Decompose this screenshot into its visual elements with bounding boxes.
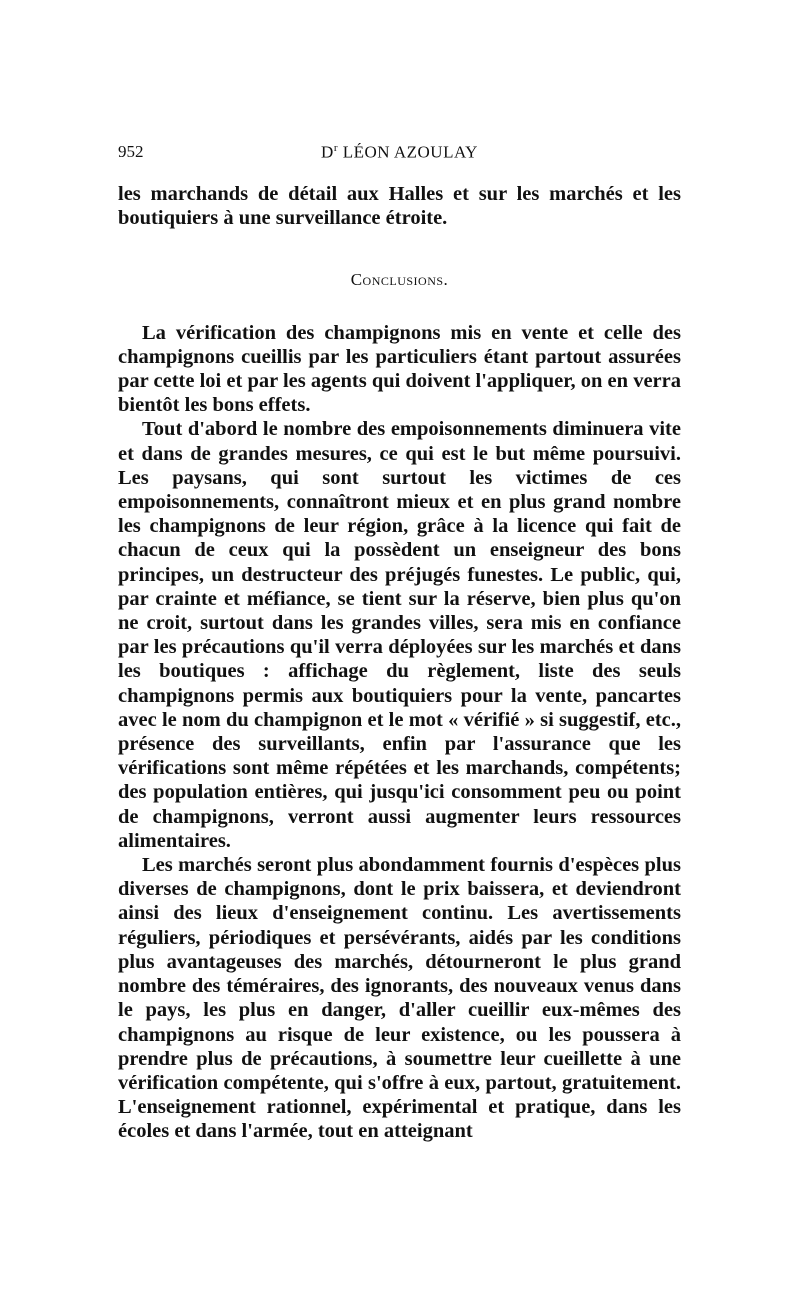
author-prefix-superscript: r	[333, 142, 338, 154]
continuation-paragraph: les marchands de détail aux Halles et sur les marchés et les boutiquiers à une surveillance étroite.	[118, 183, 681, 230]
paragraph: La vérification des champignons mis en vente et celle des champignons cueillis par les particuliers étant partout assurées par cette loi et par les agents qui doivent l'appliquer, on en verra bientôt les bons effets.	[118, 321, 681, 417]
author-prefix: D	[321, 142, 334, 162]
page-number: 952	[118, 142, 144, 161]
author-name: LÉON AZOULAY	[337, 142, 478, 162]
section-heading: Conclusions.	[350, 270, 449, 290]
page-header	[118, 142, 681, 170]
paragraph: Les marchés seront plus abondamment fournis d'espèces plus diverses de champignons, dont le prix baissera, et deviendront ainsi des lieux d'enseignement continu. Les avertissements réguliers, périodiques et persévérants, aidés par les conditions plus avantageuses des marchés, détourneront le plus grand nombre des téméraires, des ignorants, des nouveaux venus dans le pays, les plus en danger, d'aller cueillir eux-mêmes des champignons au risque de leur existence, ou les poussera à prendre plus de précautions, à soumettre leur cueillette à une vérification compétente, qui s'offre à eux, partout, gratuitement. L'enseignement rationnel, expérimental et pratique, dans les écoles et dans l'armée, tout en atteignant	[118, 854, 681, 1143]
paragraph: Tout d'abord le nombre des empoisonnements diminuera vite et dans de grandes mesures, ce qui est le but même poursuivi. Les paysans, qui sont surtout les victimes de ces empoisonnements, connaîtront mieux et en plus grand nombre les champignons de leur région, grâce à la licence qui fait de chacun de ceux qui la possèdent un enseigneur des bons principes, un destructeur des préjugés funestes. Le public, qui, par crainte et méfiance, se tient sur la réserve, bien plus qu'on ne croit, surtout dans les grandes villes, sera mis en confiance par les précautions qu'il verra déployées sur les marchés et dans les boutiques : affichage du règlement, liste des seuls champignons permis aux boutiquiers pour la vente, pancartes avec le nom du champignon et le mot « vérifié » si suggestif, etc., présence des surveillants, enfin par l'assurance que les vérifications sont même répétées et les marchands, compétents; des population entières, qui jusqu'ici consomment peu ou point de champignons, verront aussi augmenter leurs ressources alimentaires.	[118, 418, 681, 852]
running-head	[118, 142, 681, 163]
body-text	[118, 182, 681, 1144]
